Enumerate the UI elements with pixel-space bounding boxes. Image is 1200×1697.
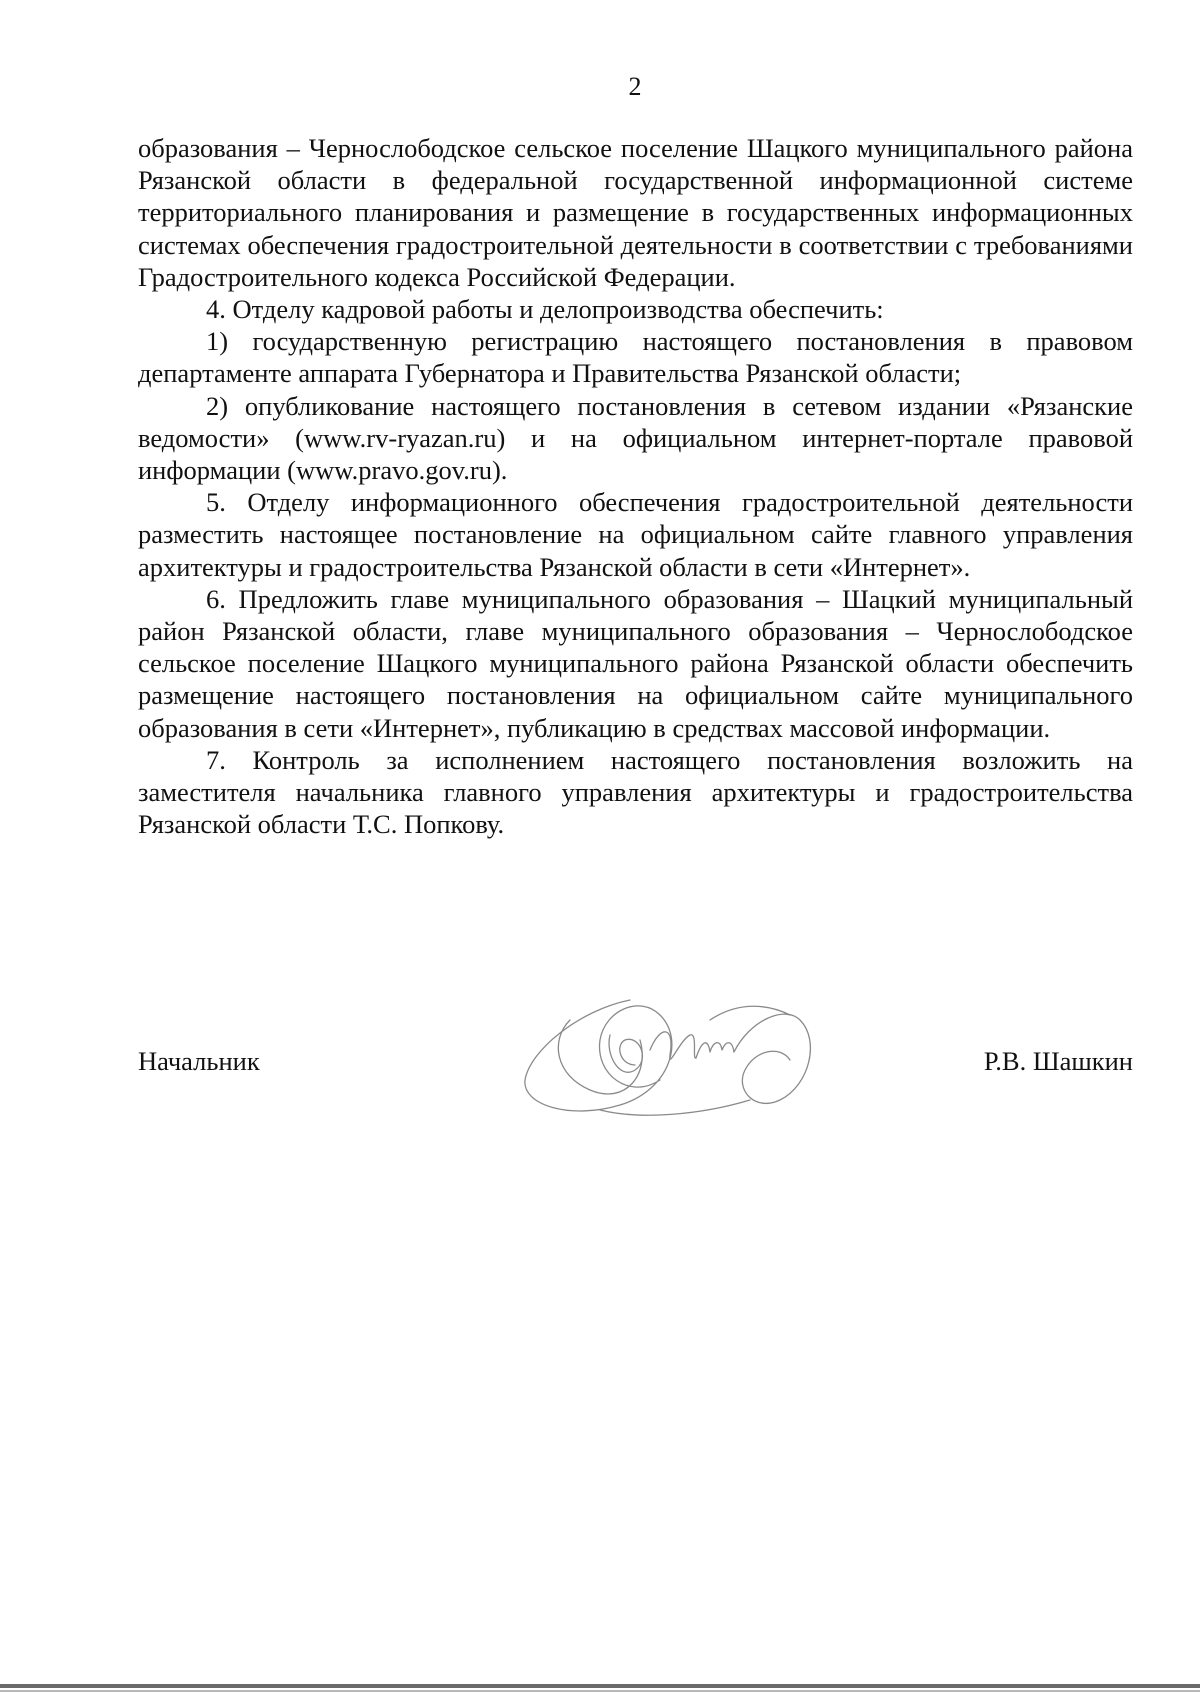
scan-edge-shadow xyxy=(0,1690,1200,1692)
signatory-position: Начальник xyxy=(138,1046,260,1076)
paragraph-item-5: 5. Отделу информационного обеспечения градостроительной деятельности разместить настоящее постановление на официальном сайте главного управления архитектуры и градостроительства Рязанской области в сети «Интернет». xyxy=(138,487,1133,582)
signature-block xyxy=(138,1046,1133,1086)
document-body xyxy=(138,132,1133,840)
page-number: 2 xyxy=(628,72,642,101)
scan-edge-line xyxy=(0,1684,1200,1688)
paragraph-subitem-1: 1) государственную регистрацию настоящего постановления в правовом департаменте аппарата Губернатора и Правительства Рязанской области; xyxy=(138,326,1133,389)
paragraph-continuation: образования – Чернослободское сельское поселение Шацкого муниципального района Рязанской области в федеральной государственной информационной системе территориального планирования и размещение в государственных информационных системах обеспечения градостроительной деятельности в соответствии с требованиями Градостроительного кодекса Российской Федерации. xyxy=(138,133,1133,292)
paragraph-item-7: 7. Контроль за исполнением настоящего постановления возложить на заместителя начальника главного управления архитектуры и градостроительства Рязанской области Т.С. Попкову. xyxy=(138,744,1133,840)
signatory-name: Р.В. Шашкин xyxy=(983,1046,1133,1076)
paragraph-subitem-2: 2) опубликование настоящего постановления в сетевом издании «Рязанские ведомости» (www.rv-ryazan.ru) и на официальном интернет-портале правовой информации (www.pravo.gov.ru). xyxy=(138,390,1133,486)
paragraph-item-4: 4. Отделу кадровой работы и делопроизводства обеспечить: xyxy=(206,294,884,325)
paragraph-item-6: 6. Предложить главе муниципального образования – Шацкий муниципальный район Рязанской области, главе муниципального образования – Чернослободское сельское поселение Шацкого муниципального района Рязанской области обеспечить размещение настоящего постановления на официальном сайте муниципального образования в сети «Интернет», публикацию в средствах массовой информации. xyxy=(138,583,1133,743)
